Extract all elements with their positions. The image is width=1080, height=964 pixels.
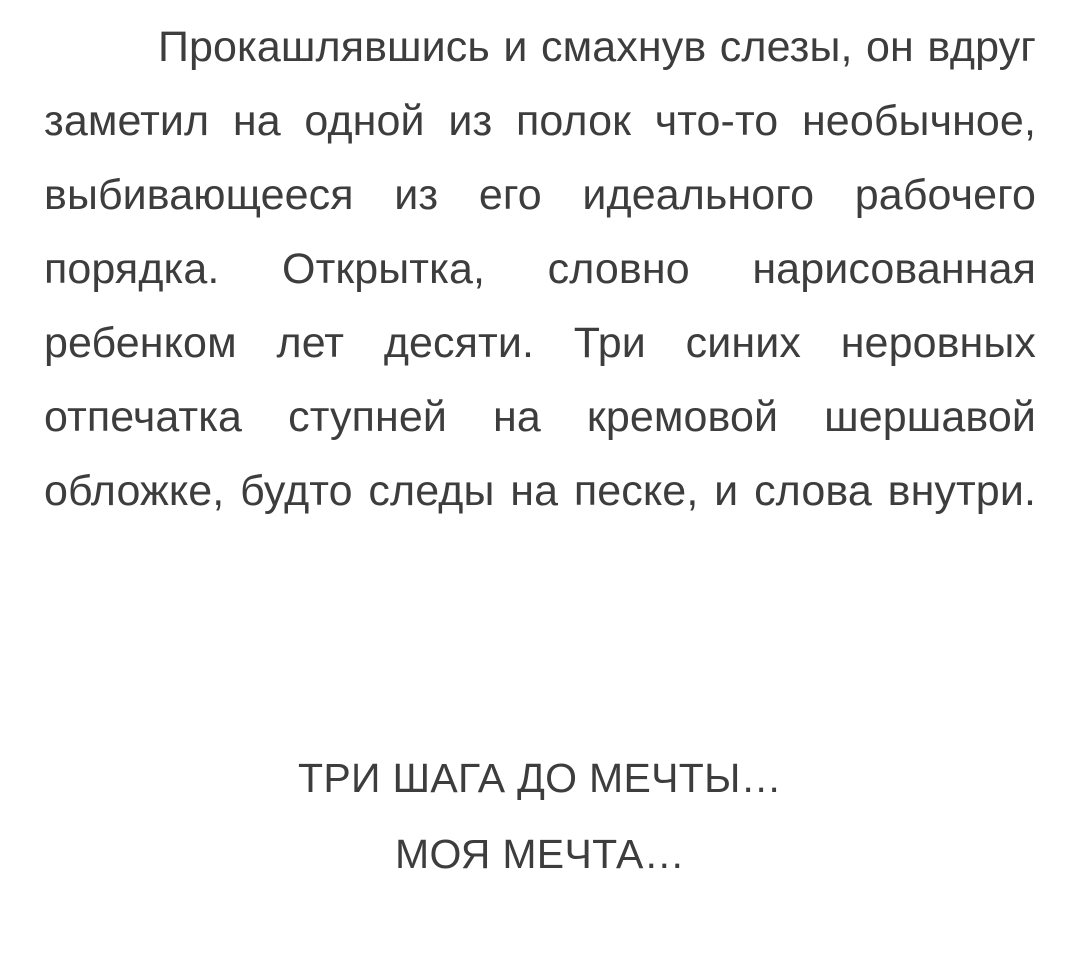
paragraph-spacer (44, 602, 1036, 740)
card-line-1: ТРИ ШАГА ДО МЕЧТЫ… (298, 755, 782, 801)
body-paragraph: Прокашлявшись и смахнув слезы, он вдруг заметил на одной из полок что-то необычное, выбивающееся из его идеального рабочего порядка. Открытка, словно нарисованная ребенком лет десяти. Три синих неровных отпечатка ступней на кремовой шершавой обложке, будто следы на песке, и слова внутри. (44, 23, 1036, 515)
card-line-2: МОЯ МЕЧТА… (395, 831, 685, 877)
